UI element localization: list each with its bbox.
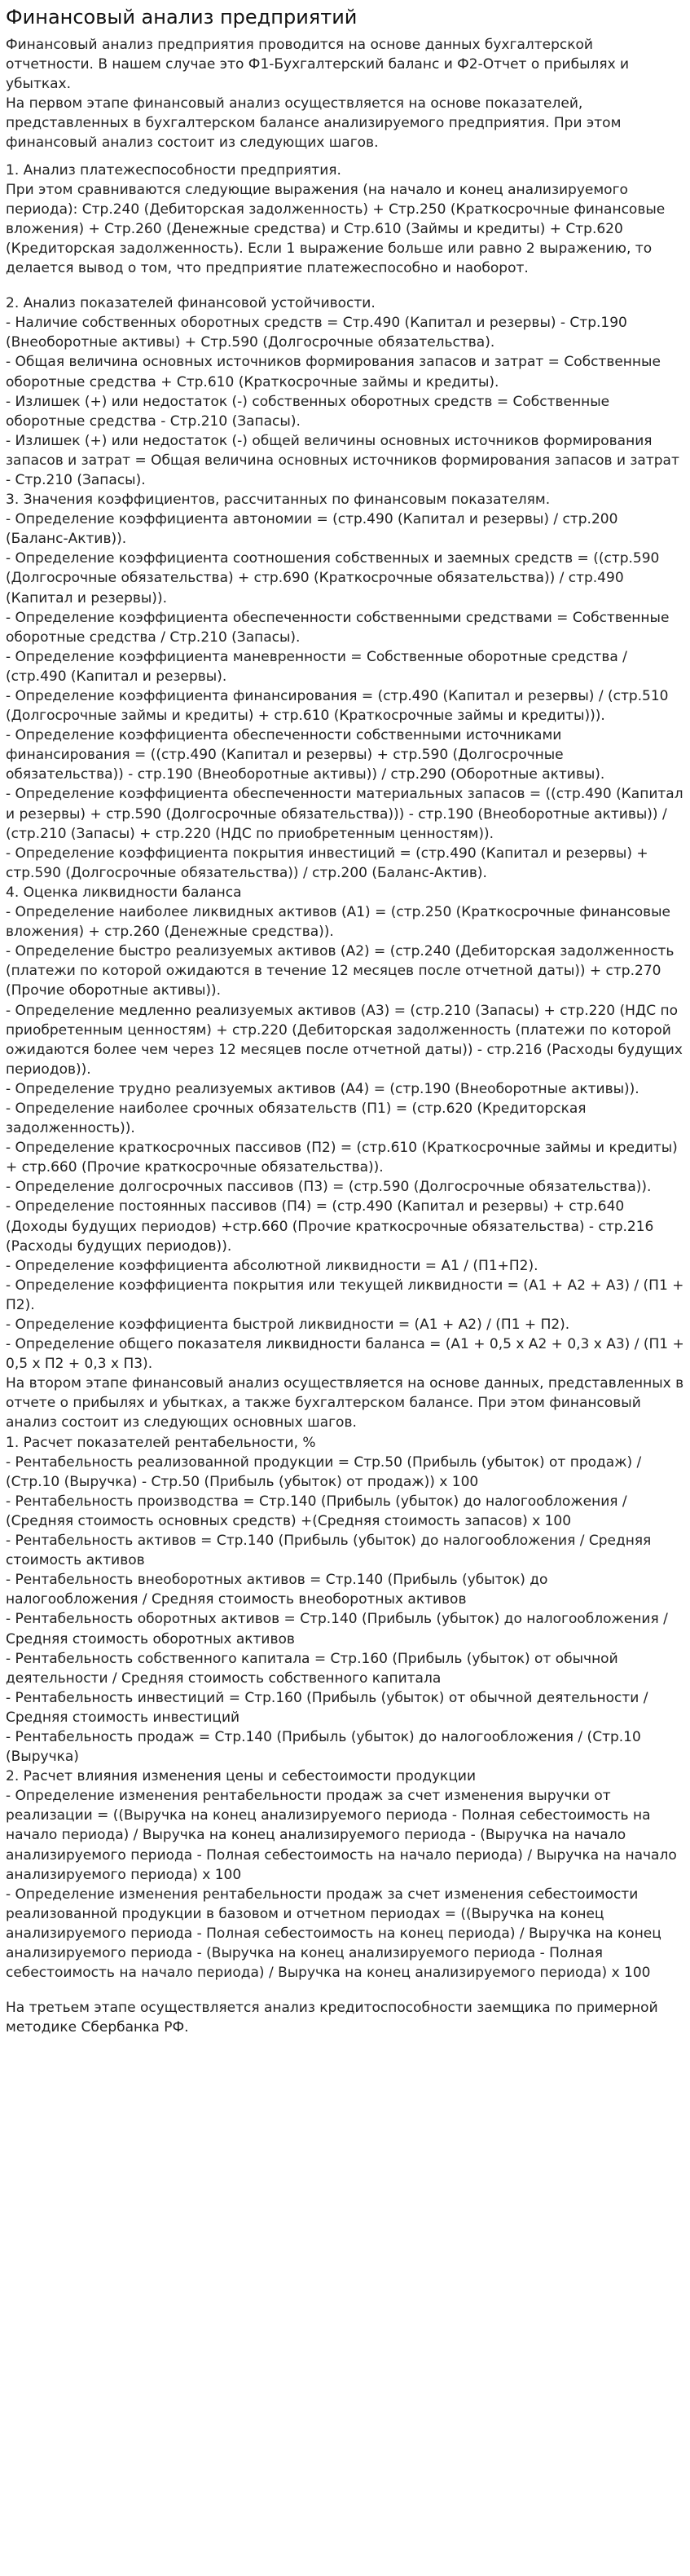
- section-2-paragraph: - Излишек (+) или недостаток (-) собственных оборотных средств = Собственные оборотные средства - Стр.210 (Запасы).: [6, 393, 610, 430]
- section-2-paragraph: - Рентабельность активов = Стр.140 (Прибыль (убыток) до налогообложения / Средняя стоимость активов: [6, 1533, 652, 1569]
- section-2-paragraph: - Определение наиболее срочных обязательств (П1) = (стр.620 (Кредиторская задолженность)).: [6, 1100, 587, 1137]
- section-2-paragraph: 2. Расчет влияния изменения цены и себестоимости продукции: [6, 1768, 476, 1785]
- section-2-paragraph: 3. Значения коэффициентов, рассчитанных по финансовым показателям.: [6, 492, 551, 509]
- section-2-paragraph: - Рентабельность инвестиций = Стр.160 (Прибыль (убыток) от обычной деятельности / Средняя стоимость инвестиций: [6, 1689, 648, 1726]
- spacer: [6, 153, 684, 161]
- section-2-paragraph: На втором этапе финансовый анализ осуществляется на основе данных, представленных в отчете о прибылях и убытках, а также бухгалтерском балансе. При этом финансовый анализ состоит из следующих основных шагов.: [6, 1375, 684, 1431]
- section-2-paragraph: - Рентабельность внеоборотных активов = Стр.140 (Прибыль (убыток) до налогообложения / Средняя стоимость внеоборотных активов: [6, 1572, 548, 1608]
- section-1-paragraph: 1. Анализ платежеспособности предприятия.: [6, 161, 341, 179]
- section-2-paragraph: - Определение коэффициента быстрой ликвидности = (А1 + А2) / (П1 + П2).: [6, 1317, 570, 1333]
- section-2-paragraph: - Определение изменения рентабельности продаж за счет изменения себестоимости реализованной продукции в базовом и отчетном периодах = ((Выручка на конец анализируемого периода - Полная себестоимость на конец периода) / Выручка на конец анализируемого периода - (Выручка на конец анализируемого периода - Полная себестоимость на начало периода) / Выручка на конец анализируемого периода) х 100: [6, 1886, 661, 1982]
- section-2-paragraph: - Определение коэффициента маневренности = Собственные оборотные средства / (стр.490 (Капитал и резервы).: [6, 648, 627, 685]
- section-2-paragraph: - Рентабельность собственного капитала = Стр.160 (Прибыль (убыток) от обычной деятельности / Средняя стоимость собственного капитала: [6, 1650, 618, 1687]
- section-2-paragraph: 4. Оценка ликвидности баланса: [6, 884, 242, 901]
- section-2-paragraph: - Определение коэффициента обеспеченности собственными источниками финансирования = ((стр.490 (Капитал и резервы) + стр.590 (Долгосрочные обязательства)) - стр.190 (Внеоборотные активы)) / стр.290 (Оборотные активы).: [6, 727, 605, 783]
- section-2-paragraph: - Рентабельность производства = Стр.140 (Прибыль (убыток) до налогообложения / (Средняя стоимость основных средств) +(Средняя стоимость запасов) х 100: [6, 1493, 627, 1529]
- section-2-paragraph: - Определение коэффициента финансирования = (стр.490 (Капитал и резервы) / (стр.510 (Долгосрочные займы и кредиты) + стр.610 (Краткосрочные займы и кредиты))).: [6, 688, 669, 725]
- section-2-paragraph: - Определение коэффициента обеспеченности материальных запасов = ((стр.490 (Капитал и резервы) + стр.590 (Долгосрочные обязательства))) - стр.190 (Внеоборотные активы)) / (стр.210 (Запасы) + стр.220 (НДС по приобретенным ценностям)).: [6, 786, 683, 842]
- section-2-paragraph: - Определение коэффициента абсолютной ликвидности = А1 / (П1+П2).: [6, 1257, 538, 1274]
- section-2-paragraph: - Определение долгосрочных пассивов (П3) = (стр.590 (Долгосрочные обязательства)).: [6, 1179, 652, 1196]
- section-2-paragraph: - Излишек (+) или недостаток (-) общей величины основных источников формирования запасов и затрат = Общая величина основных источников формирования запасов и затрат - Стр.210 (Запасы).: [6, 432, 679, 488]
- page-title: Финансовый анализ предприятий: [6, 6, 358, 29]
- intro-paragraph: Финансовый анализ предприятия проводится на основе данных бухгалтерской отчетности. В нашем случае это Ф1-Бухгалтерский баланс и Ф2-Отчет о прибылях и убытках.: [6, 37, 630, 93]
- section-2-paragraph: - Определение коэффициента автономии = (стр.490 (Капитал и резервы) / стр.200 (Баланс-Актив)).: [6, 511, 618, 548]
- intro-paragraph: На первом этапе финансовый анализ осуществляется на основе показателей, представленных в бухгалтерском балансе анализируемого предприятия. При этом финансовый анализ состоит из следующих шагов.: [6, 95, 622, 152]
- section-2-paragraph: - Определение постоянных пассивов (П4) = (стр.490 (Капитал и резервы) + стр.640 (Доходы будущих периодов) +стр.660 (Прочие краткосрочные обязательства) - стр.216 (Расходы будущих периодов)).: [6, 1198, 654, 1255]
- section-2-paragraph: - Рентабельность продаж = Стр.140 (Прибыль (убыток) до налогообложения / (Стр.10 (Выручка): [6, 1728, 641, 1766]
- section-2-paragraph: - Рентабельность оборотных активов = Стр.140 (Прибыль (убыток) до налогообложения / Средняя стоимость оборотных активов: [6, 1611, 668, 1647]
- section-2-paragraph: - Определение наиболее ликвидных активов (А1) = (стр.250 (Краткосрочные финансовые вложения) + стр.260 (Денежные средства)).: [6, 904, 671, 941]
- section-2-paragraph: - Определение коэффициента соотношения собственных и заемных средств = ((стр.590 (Долгосрочные обязательства) + стр.690 (Краткосрочные обязательства)) / стр.490 (Капитал и резервы)).: [6, 550, 660, 607]
- section-2-paragraph: - Определение коэффициента покрытия или текущей ликвидности = (А1 + А2 + А3) / (П1 + П2).: [6, 1277, 684, 1313]
- spacer: [6, 278, 684, 293]
- section-2-paragraph: - Определение краткосрочных пассивов (П2) = (стр.610 (Краткосрочные займы и кредиты) + стр.660 (Прочие краткосрочные обязательства)).: [6, 1140, 678, 1176]
- section-1-block: [6, 161, 684, 279]
- section-2-paragraph: - Определение трудно реализуемых активов (А4) = (стр.190 (Внеоборотные активы)).: [6, 1080, 639, 1097]
- section-2-paragraph: - Определение быстро реализуемых активов (А2) = (стр.240 (Дебиторская задолженность (платежи по которой ожидаются в течение 12 месяцев после отчетной даты)) + стр.270 (Прочие оборотные активы)).: [6, 943, 675, 999]
- spacer: [6, 1983, 684, 1998]
- section-2-paragraph: - Определение коэффициента обеспеченности собственными средствами = Собственные оборотные средства / Стр.210 (Запасы).: [6, 609, 670, 646]
- section-2-paragraph: - Общая величина основных источников формирования запасов и затрат = Собственные оборотные средства + Стр.610 (Краткосрочные займы и кредиты).: [6, 354, 661, 390]
- section-2-paragraph: 1. Расчет показателей рентабельности, %: [6, 1434, 316, 1451]
- intro-block: [6, 35, 684, 153]
- section-2-paragraph: 2. Анализ показателей финансовой устойчивости.: [6, 295, 376, 312]
- section-3-paragraph: На третьем этапе осуществляется анализ кредитоспособности заемщика по примерной методике Сбербанка РФ.: [6, 2000, 658, 2036]
- section-2-block: [6, 293, 684, 1983]
- section-2-paragraph: - Определение медленно реализуемых активов (А3) = (стр.210 (Запасы) + стр.220 (НДС по приобретенным ценностям) + стр.220 (Дебиторская задолженность (платежи по которой ожидаются более чем через 12 месяцев после отчетной даты)) - стр.216 (Расходы будущих периодов)).: [6, 1002, 683, 1078]
- section-2-paragraph: - Рентабельность реализованной продукции = Стр.50 (Прибыль (убыток) от продаж) / (Стр.10 (Выручка) - Стр.50 (Прибыль (убыток) от продаж)) х 100: [6, 1453, 642, 1490]
- section-2-paragraph: - Наличие собственных оборотных средств = Стр.490 (Капитал и резервы) - Стр.190 (Внеоборотные активы) + Стр.590 (Долгосрочные обязательства).: [6, 315, 627, 351]
- section-1-paragraph: При этом сравниваются следующие выражения (на начало и конец анализируемого периода): Стр.240 (Дебиторская задолженность) + Стр.250 (Краткосрочные финансовые вложения) + Стр.260 (Денежные средства) и Стр.610 (Займы и кредиты) + Стр.620 (Кредиторская задолженность). Если 1 выражение больше или равно 2 выражению, то делается вывод о том, что предприятие платежеспособно и наоборот.: [6, 181, 666, 277]
- section-2-paragraph: - Определение изменения рентабельности продаж за счет изменения выручки от реализации = ((Выручка на конец анализируемого периода - Полная себестоимость на начало периода) / Выручка на конец анализируемого периода - (Выручка на начало анализируемого периода - Полная себестоимость на начало периода) / Выручка на начало анализируемого периода) х 100: [6, 1788, 677, 1883]
- section-2-paragraph: - Определение общего показателя ликвидности баланса = (А1 + 0,5 х А2 + 0,3 х А3) / (П1 + 0,5 х П2 + 0,3 х П3).: [6, 1336, 684, 1373]
- section-3-block: [6, 1998, 684, 2037]
- section-2-paragraph: - Определение коэффициента покрытия инвестиций = (стр.490 (Капитал и резервы) + стр.590 (Долгосрочные обязательства)) / стр.200 (Баланс-Актив).: [6, 845, 648, 881]
